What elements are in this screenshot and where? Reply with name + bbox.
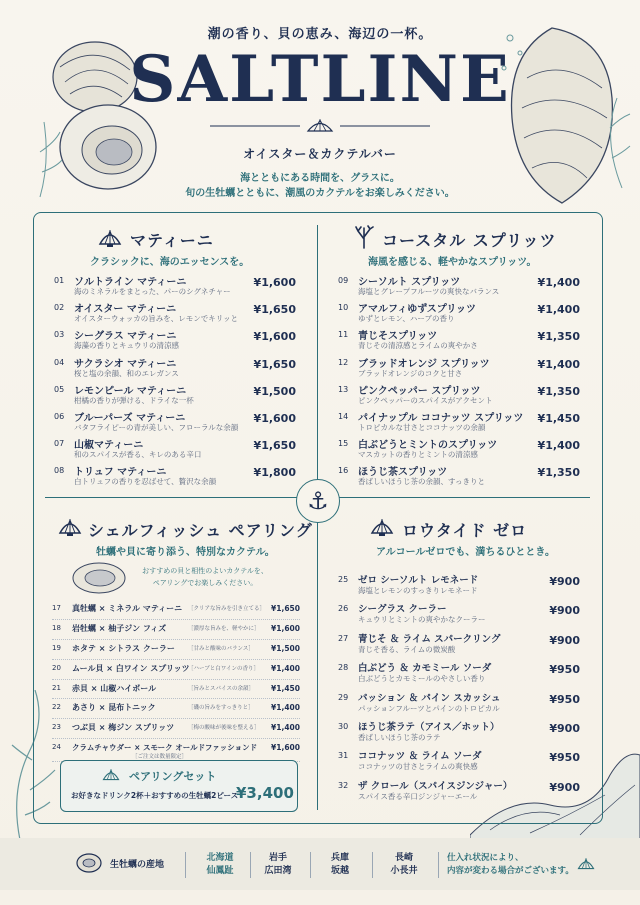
- martini-subtitle: クラシックに、海のエッセンスを。: [90, 257, 250, 268]
- item-price: ¥1,650: [253, 357, 296, 371]
- scallop-shell-icon: [576, 855, 596, 873]
- item-name: ブルーパーズ マティーニ: [74, 412, 186, 424]
- item-price: ¥900: [549, 575, 580, 588]
- pairing-set-price: ¥3,400: [236, 784, 294, 802]
- menu-item[interactable]: 32 ザ クロール（スパイスジンジャー） スパイス香る辛口ジンジャーエール ¥900: [338, 777, 580, 806]
- item-desc: ピンクペッパーのスパイスがアクセント: [358, 395, 493, 405]
- item-price: ¥900: [549, 604, 580, 618]
- origin-separator: [438, 852, 439, 878]
- item-price: ¥1,600: [271, 623, 300, 633]
- item-price: ¥1,350: [537, 466, 580, 480]
- item-price: ¥950: [549, 692, 580, 706]
- brand-logo: SALTLINE: [129, 42, 511, 117]
- pairing-item[interactable]: 21 赤貝 × 山椒ハイボール ［旨みとスパイスの余韻］ ¥1,450: [52, 680, 300, 700]
- item-desc: 青じそ香る、ライムの微炭酸: [358, 644, 456, 654]
- item-price: ¥900: [549, 633, 580, 647]
- item-price: ¥950: [549, 663, 580, 677]
- item-name: クラムチャウダー × スモーク オールドファッションド: [72, 743, 258, 753]
- item-name: ソルトライン マティーニ: [74, 277, 187, 288]
- item-name: 赤貝 × 山椒ハイボール: [72, 683, 157, 693]
- item-name: トリュフ マティーニ: [74, 467, 167, 479]
- pairing-list: [52, 600, 300, 762]
- item-note: ［ハーブと白ワインの香り］: [188, 665, 260, 672]
- item-price: ¥1,400: [537, 303, 580, 317]
- item-price: ¥950: [549, 751, 580, 765]
- item-price: ¥1,500: [253, 384, 296, 398]
- item-price: ¥900: [549, 780, 580, 794]
- item-name: アマルフィゆずスプリッツ: [358, 304, 476, 316]
- pairing-set-desc: お好きなドリンク2杯＋おすすめの生牡蠣2ピース: [71, 791, 239, 800]
- item-desc: 青じその清涼感とライムの爽やかさ: [358, 341, 478, 351]
- item-name: シーソルト スプリッツ: [358, 277, 461, 288]
- item-name: ゼロ シーソルト レモネード: [358, 575, 479, 586]
- item-name: 青じそスプリッツ: [358, 331, 438, 343]
- item-name: 白ぶどうとミントのスプリッツ: [358, 440, 498, 452]
- item-name: シーグラス マティーニ: [74, 331, 177, 343]
- item-note: ［甘みと酸味のバランス］: [188, 645, 254, 652]
- item-desc: 和のスパイスが香る、キレのある辛口: [74, 450, 202, 460]
- item-name: ココナッツ ＆ ライム ソーダ: [358, 751, 482, 763]
- scallop-shell-icon: [98, 226, 122, 250]
- menu-item[interactable]: 30 ほうじ茶ラテ（アイス／ホット） 香ばしいほうじ茶のラテ ¥900: [338, 718, 580, 747]
- pairing-item[interactable]: 18 岩牡蠣 × 柚子ジン フィズ ［濃厚な旨みを、軽やかに］ ¥1,600: [52, 620, 300, 640]
- menu-item[interactable]: 16 ほうじ茶スプリッツ 香ばしいほうじ茶の余韻、すっきりと ¥1,350: [338, 462, 580, 489]
- item-desc: 海藻の香りとキュウリの清涼感: [74, 341, 179, 351]
- item-price: ¥1,400: [271, 703, 300, 713]
- item-desc: ブラッドオレンジのコクと甘さ: [358, 368, 463, 378]
- item-price: ¥1,400: [271, 663, 300, 673]
- intro-text: 海とともにある時間を、グラスに。 旬の生牡蠣とともに、潮風のカクテルをお楽しみください。: [185, 173, 455, 199]
- lowtide-title: ロウタイド ゼロ: [402, 521, 528, 540]
- item-price: ¥1,650: [253, 303, 296, 317]
- origin-separator: [372, 852, 373, 878]
- scallop-shell-icon: [370, 515, 394, 539]
- subtitle: オイスター＆カクテルバー: [243, 147, 397, 161]
- pairing-item[interactable]: 23 つぶ貝 × 梅ジン スプリッツ ［梅の酸味が後味を整える］ ¥1,400: [52, 719, 300, 739]
- item-desc: ココナッツの甘さとライムの爽快感: [358, 762, 478, 772]
- tagline: 潮の香り、貝の恵み、海辺の一杯。: [207, 27, 433, 42]
- origin-place: 長崎 小長井: [390, 853, 418, 876]
- item-price: ¥1,450: [537, 411, 580, 425]
- menu-item[interactable]: 01 ソルトライン マティーニ 海のミネラルをまとった、パーのシグネチャー ¥1,600: [54, 272, 296, 299]
- origin-place: 北海道 仙鳳趾: [206, 853, 234, 876]
- item-desc: バタフライピーの青が美しい、フローラルな余韻: [74, 422, 239, 432]
- item-note: ［濃厚な旨みを、軽やかに］: [188, 625, 260, 632]
- origin-label: 生牡蠣の産地: [110, 860, 165, 870]
- item-desc: 香ばしいほうじ茶のラテ: [358, 732, 441, 742]
- pairing-set-title: ペアリングセット: [129, 770, 217, 783]
- item-desc: パッションフルーツとパインのトロピカル: [358, 703, 500, 713]
- item-price: ¥1,600: [253, 330, 296, 344]
- item-name: ホタテ × シトラス クーラー: [72, 643, 175, 653]
- menu-item[interactable]: 03 シーグラス マティーニ 海藻の香りとキュウリの清涼感 ¥1,600: [54, 326, 296, 353]
- item-desc: 桜と塩の余韻、和のエレガンス: [74, 368, 179, 378]
- menu-item[interactable]: 10 アマルフィゆずスプリッツ ゆずとレモン、ハーブの香り ¥1,400: [338, 299, 580, 326]
- item-desc: マスカットの香りとミントの清涼感: [358, 450, 478, 460]
- item-name: 青じそ ＆ ライム スパークリング: [358, 633, 501, 645]
- item-name: あさり × 昆布トニック: [72, 703, 156, 713]
- menu-item[interactable]: 28 白ぶどう ＆ カモミール ソーダ 白ぶどうとカモミールのやさしい香り ¥950: [338, 659, 580, 688]
- item-price: ¥1,450: [271, 683, 300, 693]
- item-name: ブラッドオレンジ スプリッツ: [358, 358, 490, 370]
- item-note: ［磯の旨みをすっきりと］: [188, 705, 254, 712]
- item-name: サクラシオ マティーニ: [74, 358, 177, 370]
- spritz-list: [338, 272, 580, 490]
- item-price: ¥1,650: [271, 604, 300, 613]
- menu-item[interactable]: 07 山椒マティーニ 和のスパイスが香る、キレのある辛口 ¥1,650: [54, 435, 296, 462]
- item-name: レモンピール マティーニ: [74, 385, 187, 397]
- pairing-subtitle: 牡蠣や貝に寄り添う、特別なカクテル。: [96, 547, 275, 558]
- menu-item[interactable]: 04 サクラシオ マティーニ 桜と塩の余韻、和のエレガンス ¥1,650: [54, 354, 296, 381]
- menu-item[interactable]: 05 レモンピール マティーニ 柑橘の香りが弾ける、ドライな一杯 ¥1,500: [54, 381, 296, 408]
- item-desc: 海のミネラルをまとった、パーのシグネチャー: [74, 287, 231, 296]
- pairing-item[interactable]: 19 ホタテ × シトラス クーラー ［甘みと酸味のバランス］ ¥1,500: [52, 640, 300, 660]
- item-name: ザ クロール（スパイスジンジャー）: [358, 780, 513, 792]
- menu-item[interactable]: 02 オイスター マティーニ オイスターウォッカの旨みを、レモンでキリッと ¥1,650: [54, 299, 296, 326]
- pairing-item[interactable]: 22 あさり × 昆布トニック ［磯の旨みをすっきりと］ ¥1,400: [52, 699, 300, 719]
- pairing-item[interactable]: 24 クラムチャウダー × スモーク オールドファッションド ［ご注文は数量限定］ ¥1,600: [52, 739, 300, 762]
- item-name: ほうじ茶ラテ（アイス／ホット）: [358, 721, 500, 733]
- item-name: つぶ貝 × 梅ジン スプリッツ: [72, 723, 175, 733]
- item-price: ¥1,350: [537, 384, 580, 398]
- item-name: オイスター マティーニ: [74, 304, 177, 316]
- scallop-shell-icon: [101, 766, 121, 784]
- lowtide-list: [338, 571, 580, 806]
- menu-item[interactable]: 31 ココナッツ ＆ ライム ソーダ ココナッツの甘さとライムの爽快感 ¥950: [338, 747, 580, 776]
- menu-item[interactable]: 06 ブルーパーズ マティーニ バタフライピーの青が美しい、フローラルな余韻 ¥1,600: [54, 408, 296, 435]
- item-name: ほうじ茶スプリッツ: [358, 467, 448, 479]
- item-note: ［梅の酸味が後味を整える］: [188, 725, 260, 732]
- martini-title: マティーニ: [130, 231, 214, 250]
- item-desc: 白ぶどうとカモミールのやさしい香り: [358, 674, 486, 684]
- item-name: パッション ＆ パイン スカッシュ: [358, 692, 501, 704]
- menu-item[interactable]: 25 ゼロ シーソルト レモネード 海塩とレモンのすっきりレモネード ¥900: [338, 571, 580, 600]
- item-price: ¥1,400: [537, 439, 580, 453]
- menu-item[interactable]: 14 パイナップル ココナッツ スプリッツ トロピカルな甘さとココナッツの余韻 ¥1,450: [338, 408, 580, 435]
- item-desc: 海塩とレモンのすっきりレモネード: [358, 586, 478, 595]
- item-name: パイナップル ココナッツ スプリッツ: [358, 412, 524, 424]
- coral-icon: [352, 225, 376, 249]
- menu-item[interactable]: 27 青じそ ＆ ライム スパークリング 青じそ香る、ライムの微炭酸 ¥900: [338, 630, 580, 659]
- item-note: ［クリアな旨みを引き立てる］: [188, 606, 266, 612]
- menu-item[interactable]: 15 白ぶどうとミントのスプリッツ マスカットの香りとミントの清涼感 ¥1,400: [338, 435, 580, 462]
- item-note: ［旨みとスパイスの余韻］: [188, 685, 254, 692]
- origin-note: 仕入れ状況により、 内容が変わる場合がございます。: [447, 853, 574, 876]
- item-price: ¥1,650: [253, 439, 296, 453]
- pairing-item[interactable]: 20 ムール貝 × 白ワイン スプリッツ ［ハーブと白ワインの香り］ ¥1,400: [52, 660, 300, 680]
- scallop-shell-icon: [58, 515, 82, 539]
- item-note: ［ご注文は数量限定］: [132, 754, 188, 761]
- item-price: ¥900: [549, 721, 580, 735]
- menu-item[interactable]: 13 ピンクペッパー スプリッツ ピンクペッパーのスパイスがアクセント ¥1,350: [338, 381, 580, 408]
- menu-item[interactable]: 11 青じそスプリッツ 青じその清涼感とライムの爽やかさ ¥1,350: [338, 326, 580, 353]
- anchor-icon: ⚓: [296, 479, 340, 523]
- item-price: ¥1,400: [537, 276, 580, 289]
- item-price: ¥1,600: [253, 411, 296, 425]
- item-name: ムール貝 × 白ワイン スプリッツ: [72, 663, 190, 673]
- item-price: ¥1,800: [253, 466, 296, 480]
- origin-separator: [185, 852, 186, 878]
- lowtide-subtitle: アルコールゼロでも、満ちるひととき。: [376, 547, 555, 558]
- item-desc: 白トリュフの香りを忍ばせて、贅沢な余韻: [74, 477, 217, 487]
- menu-item[interactable]: 26 シーグラス クーラー キュウリとミントの爽やかなクーラー ¥900: [338, 600, 580, 629]
- menu-item[interactable]: 29 パッション ＆ パイン スカッシュ パッションフルーツとパインのトロピカル ¥950: [338, 689, 580, 718]
- oyster-icon: [70, 558, 128, 596]
- menu-item[interactable]: 08 トリュフ マティーニ 白トリュフの香りを忍ばせて、贅沢な余韻 ¥1,800: [54, 462, 296, 489]
- item-price: ¥1,500: [271, 643, 300, 653]
- item-name: ピンクペッパー スプリッツ: [358, 385, 481, 397]
- item-name: 白ぶどう ＆ カモミール ソーダ: [358, 663, 492, 675]
- item-desc: キュウリとミントの爽やかなクーラー: [358, 615, 486, 625]
- scallop-divider: [210, 116, 430, 136]
- item-desc: 柑橘の香りが弾ける、ドライな一杯: [74, 395, 194, 405]
- origin-place: 兵庫 坂越: [330, 853, 349, 876]
- menu-item[interactable]: 09 シーソルト スプリッツ 海塩とグレープフルーツの爽快なバランス ¥1,400: [338, 272, 580, 299]
- oyster-icon: [75, 851, 103, 875]
- item-desc: ゆずとレモン、ハーブの香り: [358, 314, 455, 324]
- spritz-title: コースタル スプリッツ: [382, 231, 557, 250]
- item-price: ¥1,400: [271, 723, 300, 733]
- item-name: 岩牡蠣 × 柚子ジン フィズ: [72, 623, 167, 633]
- item-price: ¥1,350: [537, 330, 580, 344]
- item-price: ¥1,600: [253, 276, 296, 289]
- pairing-title: シェルフィッシュ ペアリング: [88, 521, 313, 540]
- item-desc: スパイス香る辛口ジンジャーエール: [358, 791, 478, 801]
- origin-place: 岩手 広田湾: [264, 853, 292, 876]
- item-desc: 海塩とグレープフルーツの爽快なバランス: [358, 287, 500, 296]
- martini-list: [54, 272, 296, 490]
- spritz-subtitle: 海風を感じる、軽やかなスプリッツ。: [368, 257, 537, 268]
- menu-item[interactable]: 12 ブラッドオレンジ スプリッツ ブラッドオレンジのコクと甘さ ¥1,400: [338, 354, 580, 381]
- item-desc: オイスターウォッカの旨みを、レモンでキリッと: [74, 314, 238, 324]
- item-desc: トロピカルな甘さとココナッツの余韻: [358, 422, 486, 432]
- item-name: 真牡蠣 × ミネラル マティーニ: [72, 604, 183, 613]
- item-name: シーグラス クーラー: [358, 604, 447, 616]
- item-name: 山椒マティーニ: [74, 440, 144, 452]
- item-price: ¥1,600: [271, 743, 300, 753]
- item-price: ¥1,400: [537, 357, 580, 371]
- pairing-note: おすすめの貝と相性のよいカクテルを、 ペアリングでお楽しみください。: [142, 567, 268, 587]
- item-desc: 香ばしいほうじ茶の余韻、すっきりと: [358, 477, 486, 487]
- pairing-item[interactable]: 17 真牡蠣 × ミネラル マティーニ ［クリアな旨みを引き立てる］ ¥1,650: [52, 600, 300, 620]
- pairing-set-box[interactable]: [60, 760, 298, 812]
